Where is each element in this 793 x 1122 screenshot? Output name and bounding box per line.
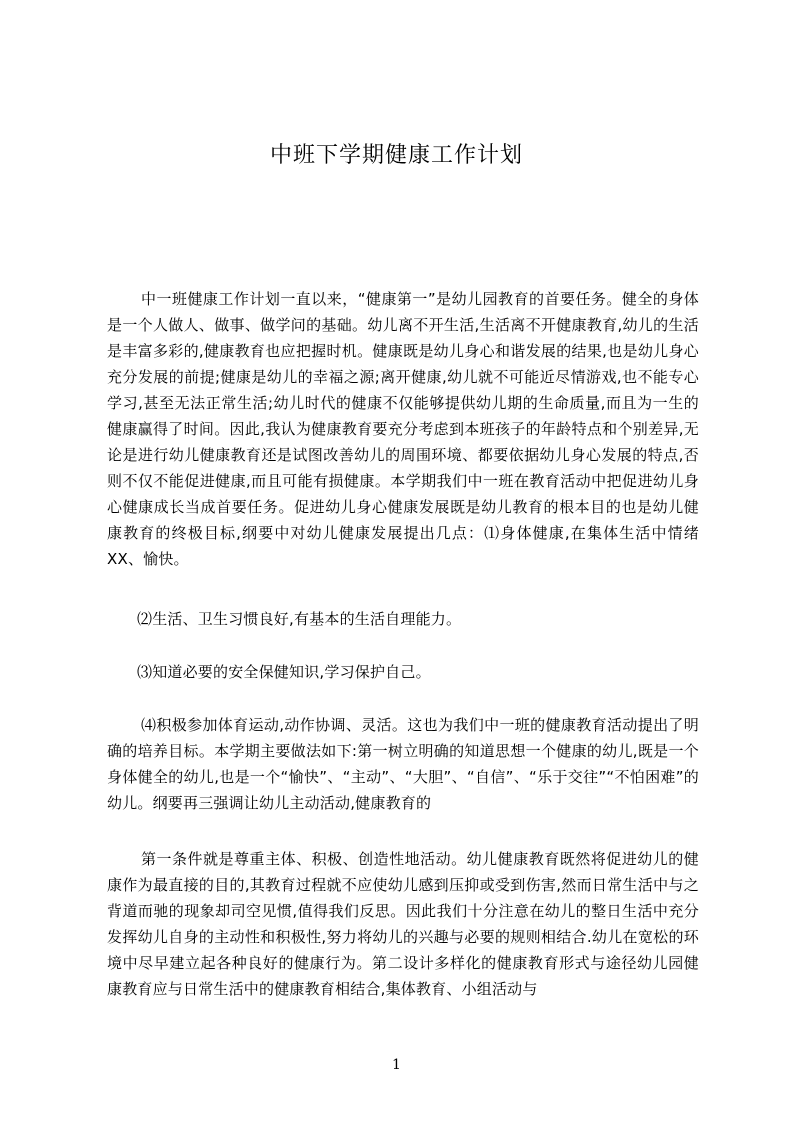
paragraph-item-3: ⑶知道必要的安全保健知识,学习保护自己。: [137, 663, 431, 681]
paragraph-item-2: ⑵生活、卫生习惯良好,有基本的生活自理能力。: [137, 610, 462, 628]
paragraph-item-4: ⑷积极参加体育运动,动作协调、灵活。这也为我们中一班的健康教育活动提出了明确的培养目标。本学期主要做法如下:第一树立明确的知道思想一个健康的幼儿,既是一个身体健全的幼儿,也是一个“愉快”、“主动”、“大胆”、“自信”、“乐于交往”“不怕困难”的幼儿。纲要再三强调让幼儿主动活动,健康教育的: [107, 716, 699, 812]
paragraph-first-condition: 第一条件就是尊重主体、积极、创造性地活动。幼儿健康教育既然将促进幼儿的健康作为最直接的目的,其教育过程就不应使幼儿感到压抑或受到伤害,然而日常生活中与之背道而驰的现象却司空见惯,值得我们反思。因此我们十分注意在幼儿的整日生活中充分发挥幼儿自身的主动性和积极性,努力将幼儿的兴趣与必要的规则相结合.幼儿在宽松的环境中尽早建立起各种良好的健康行为。第二设计多样化的健康教育形式与途径幼儿园健康教育应与日常生活中的健康教育相结合,集体教育、小组活动与: [107, 850, 699, 998]
page-number: 1: [392, 1057, 401, 1073]
paragraph-intro: 中一班健康工作计划一直以来，“健康第一”是幼儿园教育的首要任务。健全的身体是一个人做人、做事、做学问的基础。幼儿离不开生活,生活离不开健康教育,幼儿的生活是丰富多彩的,健康教育也应把握时机。健康既是幼儿身心和谐发展的结果,也是幼儿身心充分发展的前提;健康是幼儿的幸福之源;离开健康,幼儿就不可能近尽情游戏,也不能专心学习,甚至无法正常生活;幼儿时代的健康不仅能够提供幼儿期的生命质量,而且为一生的健康赢得了时间。因此,我认为健康教育要充分考虑到本班孩子的年龄特点和个别差异,无论是进行幼儿健康教育还是试图改善幼儿的周围环境、都要依据幼儿身心发展的特点,否则不仅不能促进健康,而且可能有损健康。本学期我们中一班在教育活动中把促进幼儿身心健康成长当成首要任务。促进幼儿身心健康发展既是幼儿教育的根本目的也是幼儿健康教育的终极目标,纲要中对幼儿健康发展提出几点：⑴身体健康,在集体生活中情绪XX、愉快。: [107, 290, 699, 568]
document-title: 中班下学期健康工作计划: [269, 143, 523, 168]
